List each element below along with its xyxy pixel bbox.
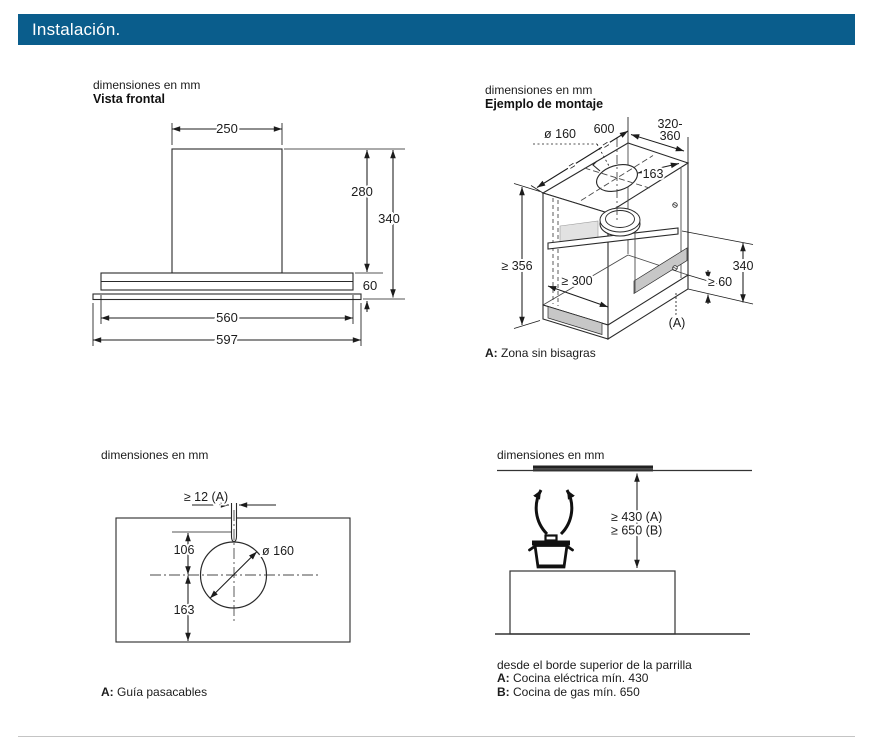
- caption-b-text: Cocina de gas mín. 650: [513, 684, 640, 699]
- pot-body: [535, 546, 567, 568]
- page-footer-rule: [18, 736, 855, 737]
- caption-a-text: Cocina eléctrica mín. 430: [513, 671, 649, 686]
- section-header: [18, 14, 855, 45]
- caption-intro: desde el borde superior de la parrilla: [497, 658, 692, 672]
- cutout-top-view-drawing: [80, 440, 380, 675]
- dim-body-height: 60: [362, 278, 378, 293]
- caption-a-label: A:: [101, 685, 114, 699]
- dim-bottom-offset: 163: [173, 603, 195, 617]
- dim-total-width: 597: [216, 332, 238, 347]
- pot-lid-knob: [546, 536, 557, 541]
- dim-total-height: 340: [378, 211, 400, 226]
- dim-min-depth: ≥ 300: [561, 274, 593, 288]
- steam-arrow: [536, 490, 547, 534]
- dim-cabinet-depth-2: 360: [659, 129, 681, 143]
- duct-collar: [606, 211, 635, 228]
- dim-electric-clearance: ≥ 430 (A): [611, 510, 663, 524]
- pasacables-caption: [101, 686, 207, 699]
- montaje-title: Ejemplo de montaje: [485, 97, 604, 111]
- dim-duct-diameter: ø 160: [544, 127, 576, 141]
- frontal-note: dimensiones en mm: [93, 78, 201, 92]
- caption-a-text: Guía pasacables: [117, 685, 208, 699]
- clearance-note: dimensiones en mm: [497, 448, 605, 462]
- dim-hood-height: 340: [732, 259, 754, 273]
- dim-body-width: 560: [216, 310, 238, 325]
- montaje-caption: [485, 347, 596, 360]
- frontal-title: Vista frontal: [93, 92, 166, 106]
- equal-mark: =: [566, 159, 579, 174]
- caption-a-label: A:: [485, 346, 498, 360]
- mounting-example-drawing: [460, 75, 880, 365]
- caption-a-text: Zona sin bisagras: [501, 346, 596, 360]
- dim-chimney-height: 280: [351, 184, 373, 199]
- frontal-view-drawing: [80, 75, 420, 355]
- dim-hole-center: 163: [642, 167, 664, 181]
- clearance-captions: [497, 659, 692, 699]
- dim-hole-diameter: ø 160: [262, 544, 294, 558]
- dim-cabinet-depth-1: 320-: [657, 117, 683, 131]
- dim-gas-clearance: ≥ 650 (B): [611, 523, 663, 538]
- chimney-outline: [172, 149, 282, 273]
- pasacables-note: dimensiones en mm: [101, 448, 209, 462]
- clearance-drawing: [460, 440, 760, 640]
- zone-a-label: (A): [668, 316, 686, 330]
- dim-chimney-width: 250: [216, 121, 238, 136]
- bottom-plate-outline: [93, 294, 361, 300]
- page-title: Instalación.: [32, 19, 121, 39]
- dim-slot-width: ≥ 12 (A): [183, 490, 229, 504]
- dim-min-height: ≥ 356: [501, 259, 533, 273]
- caption-a-label: A:: [497, 671, 510, 686]
- dim-top-offset: 106: [173, 543, 195, 557]
- dim-cabinet-width: 600: [593, 122, 615, 136]
- caption-b-label: B:: [497, 684, 510, 699]
- counter-outline: [510, 571, 675, 634]
- montaje-note: dimensiones en mm: [485, 83, 593, 97]
- dim-rail-height: ≥ 60: [707, 275, 733, 289]
- equal-mark: =: [600, 138, 613, 153]
- steam-arrow: [561, 490, 572, 534]
